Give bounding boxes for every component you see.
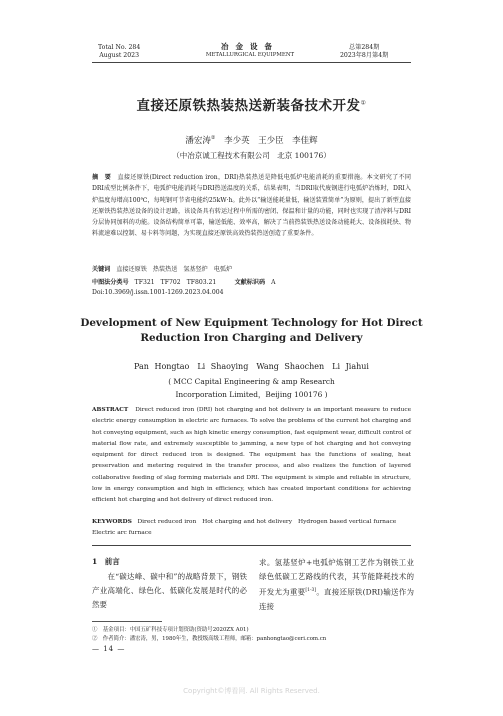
doi: Doi:10.3969/j.issn.1001-1269.2023.04.004 <box>92 289 224 296</box>
section-heading-introduction: 1 前言 <box>92 557 120 566</box>
abstract-en-text: Direct reduced iron (DRI) hot charging and hot delivery is an important measure to reduce electric energy consumption in electric arc furnaces. To solve the problems of the current hot charging and hot conveying equipment, such as high kinetic energy consumption, fast equipment wear, difficult control of material flow rate, and extremely susceptible to jamming, a new type of hot charging and hot conveying equipment for direct reduced iron is designed. The equipment has the functions of sealing, heat preservation and metering required in the transfer process, and also realizes the function of layered collaborative feeding of slag forming materials and DRI. The equipment is simple and reliable in structure, low in energy consumption and high in efficiency, which has created important conditions for achieving efficient hot charging and hot delivery of direct reduced iron. <box>92 407 412 504</box>
affiliation-en-line2: Incorporation Limited，Beijing 100176 ) <box>175 389 328 399</box>
body-text-right <box>259 556 414 614</box>
journal-name-cn: 冶金设备 <box>221 42 279 51</box>
keywords-cn <box>92 264 411 273</box>
classification-cn <box>92 277 411 286</box>
header-issue-en <box>98 44 140 60</box>
paper-title-cn <box>60 94 443 114</box>
abstract-en <box>92 405 411 507</box>
paper-title-en <box>60 316 443 346</box>
header-divider <box>92 62 411 63</box>
header-total-no: Total No. 284 <box>98 44 141 51</box>
keywords-en-text: Direct reduced iron Hot charging and hot delivery Hydrogen based vertical furnace Electric arc furnace <box>92 519 403 537</box>
title-cn-text: 直接还原铁热装热送新装备技术开发 <box>136 98 361 114</box>
first-author-cn: 潘宏涛 <box>185 136 211 146</box>
title-en-line1: Development of New Equipment Technology for Hot Direct <box>80 317 423 329</box>
header-month: August 2023 <box>99 52 140 59</box>
classification-codes: TF321 TF702 TF803.21 <box>134 279 217 286</box>
affiliation-cn: （中冶京诚工程技术有限公司 北京 100176） <box>172 151 331 160</box>
header-issue-cn <box>340 44 388 60</box>
header-journal <box>175 42 325 60</box>
citation-ref: [1-3] <box>305 588 317 593</box>
body-text-left <box>92 570 247 612</box>
journal-name-en: METALLURGICAL EQUIPMENT <box>205 52 295 58</box>
doc-code: A <box>271 279 276 286</box>
body-left-text: 在“碳达峰、碳中和”的战略背景下，钢铁产业高端化、绿色化、低碳化发展是时代的必然要 <box>92 572 247 609</box>
body-right-text-a: 求。氢基竖炉+电弧炉炼钢工艺作为钢铁工业绿色低碳工艺路线的代表，其节能降耗技术的开发尤为重要 <box>259 558 414 597</box>
footnote-funding: ① 基金项目：中国五矿科技专项计划资助(资助号2020ZX A01) <box>92 627 249 633</box>
classification-label: 中图法分类号 <box>92 279 129 286</box>
copyright-watermark: Copyright©博看网. All Rights Reserved. <box>183 687 320 695</box>
page-number: — 14 — <box>92 645 126 653</box>
footnote-divider <box>92 621 162 622</box>
header-date-cn: 2023年8月第4期 <box>340 52 389 59</box>
doc-code-label: 文献标识码 <box>234 279 266 286</box>
authors-cn <box>60 134 443 146</box>
title-en-line2: Reduction Iron Charging and Delivery <box>140 332 363 344</box>
authors-en: Pan Hongtao Li Shaoying Wang Shaochen Li Jiahui <box>133 362 369 371</box>
abstract-divider <box>92 545 411 546</box>
affiliation-en-line1: ( MCC Capital Engineering & amp Research <box>168 377 335 386</box>
abstract-cn-label: 摘 要 <box>92 174 112 181</box>
affiliation-en <box>60 376 443 401</box>
abstract-cn <box>92 172 411 240</box>
keywords-en-label: KEYWORDS <box>92 518 132 525</box>
keywords-en <box>92 516 411 540</box>
footnote-author-bio: ② 作者简介：潘宏涛，男，1980年生，教授级高级工程师，邮箱：panhongtao@ceri.com.cn <box>92 636 327 642</box>
author-footnote-mark: ② <box>210 135 216 142</box>
keywords-cn-text: 直接还原铁 热装热送 氢基竖炉 电弧炉 <box>116 266 233 273</box>
title-footnote-mark: ① <box>360 99 367 107</box>
keywords-cn-label: 关键词 <box>92 266 111 273</box>
other-authors-cn: 李少英 王少臣 李佳辉 <box>224 136 318 146</box>
body-right-text-b: 。直接还原铁(DRI)输送作为连接 <box>259 587 414 611</box>
abstract-en-label: ABSTRACT <box>92 407 129 413</box>
header-total-cn: 总第284期 <box>349 44 380 51</box>
abstract-cn-text: 直接还原铁(Direct reduction iron，DRI)热装热送是降低电弧炉电能消耗的重要措施。本文研究了不同DRI成型比例条件下，电弧炉电能消耗与DRI热送温度的关系，结果表明，当DRI取代废钢进行电弧炉冶炼时，DRI入炉温度每增高100℃，每吨钢可节省电能约25kW·h。此外以“输送能耗量低，输送装置简单”为原则，提出了新型直接还原铁热装热送设备的设计思路，该设备具有转运过程中所需的密闭、保温和计量的功能，同时也实现了渣滓料与DRI分层协同加料的功能。设备结构简单可靠，输送低能、效率高，解决了当前热装铁热送设备动能耗大、设备损耗快、物料流速难以控制、易卡料等问题，为实现直接还原铁高效热装热送创造了重要条件。 <box>92 174 412 238</box>
